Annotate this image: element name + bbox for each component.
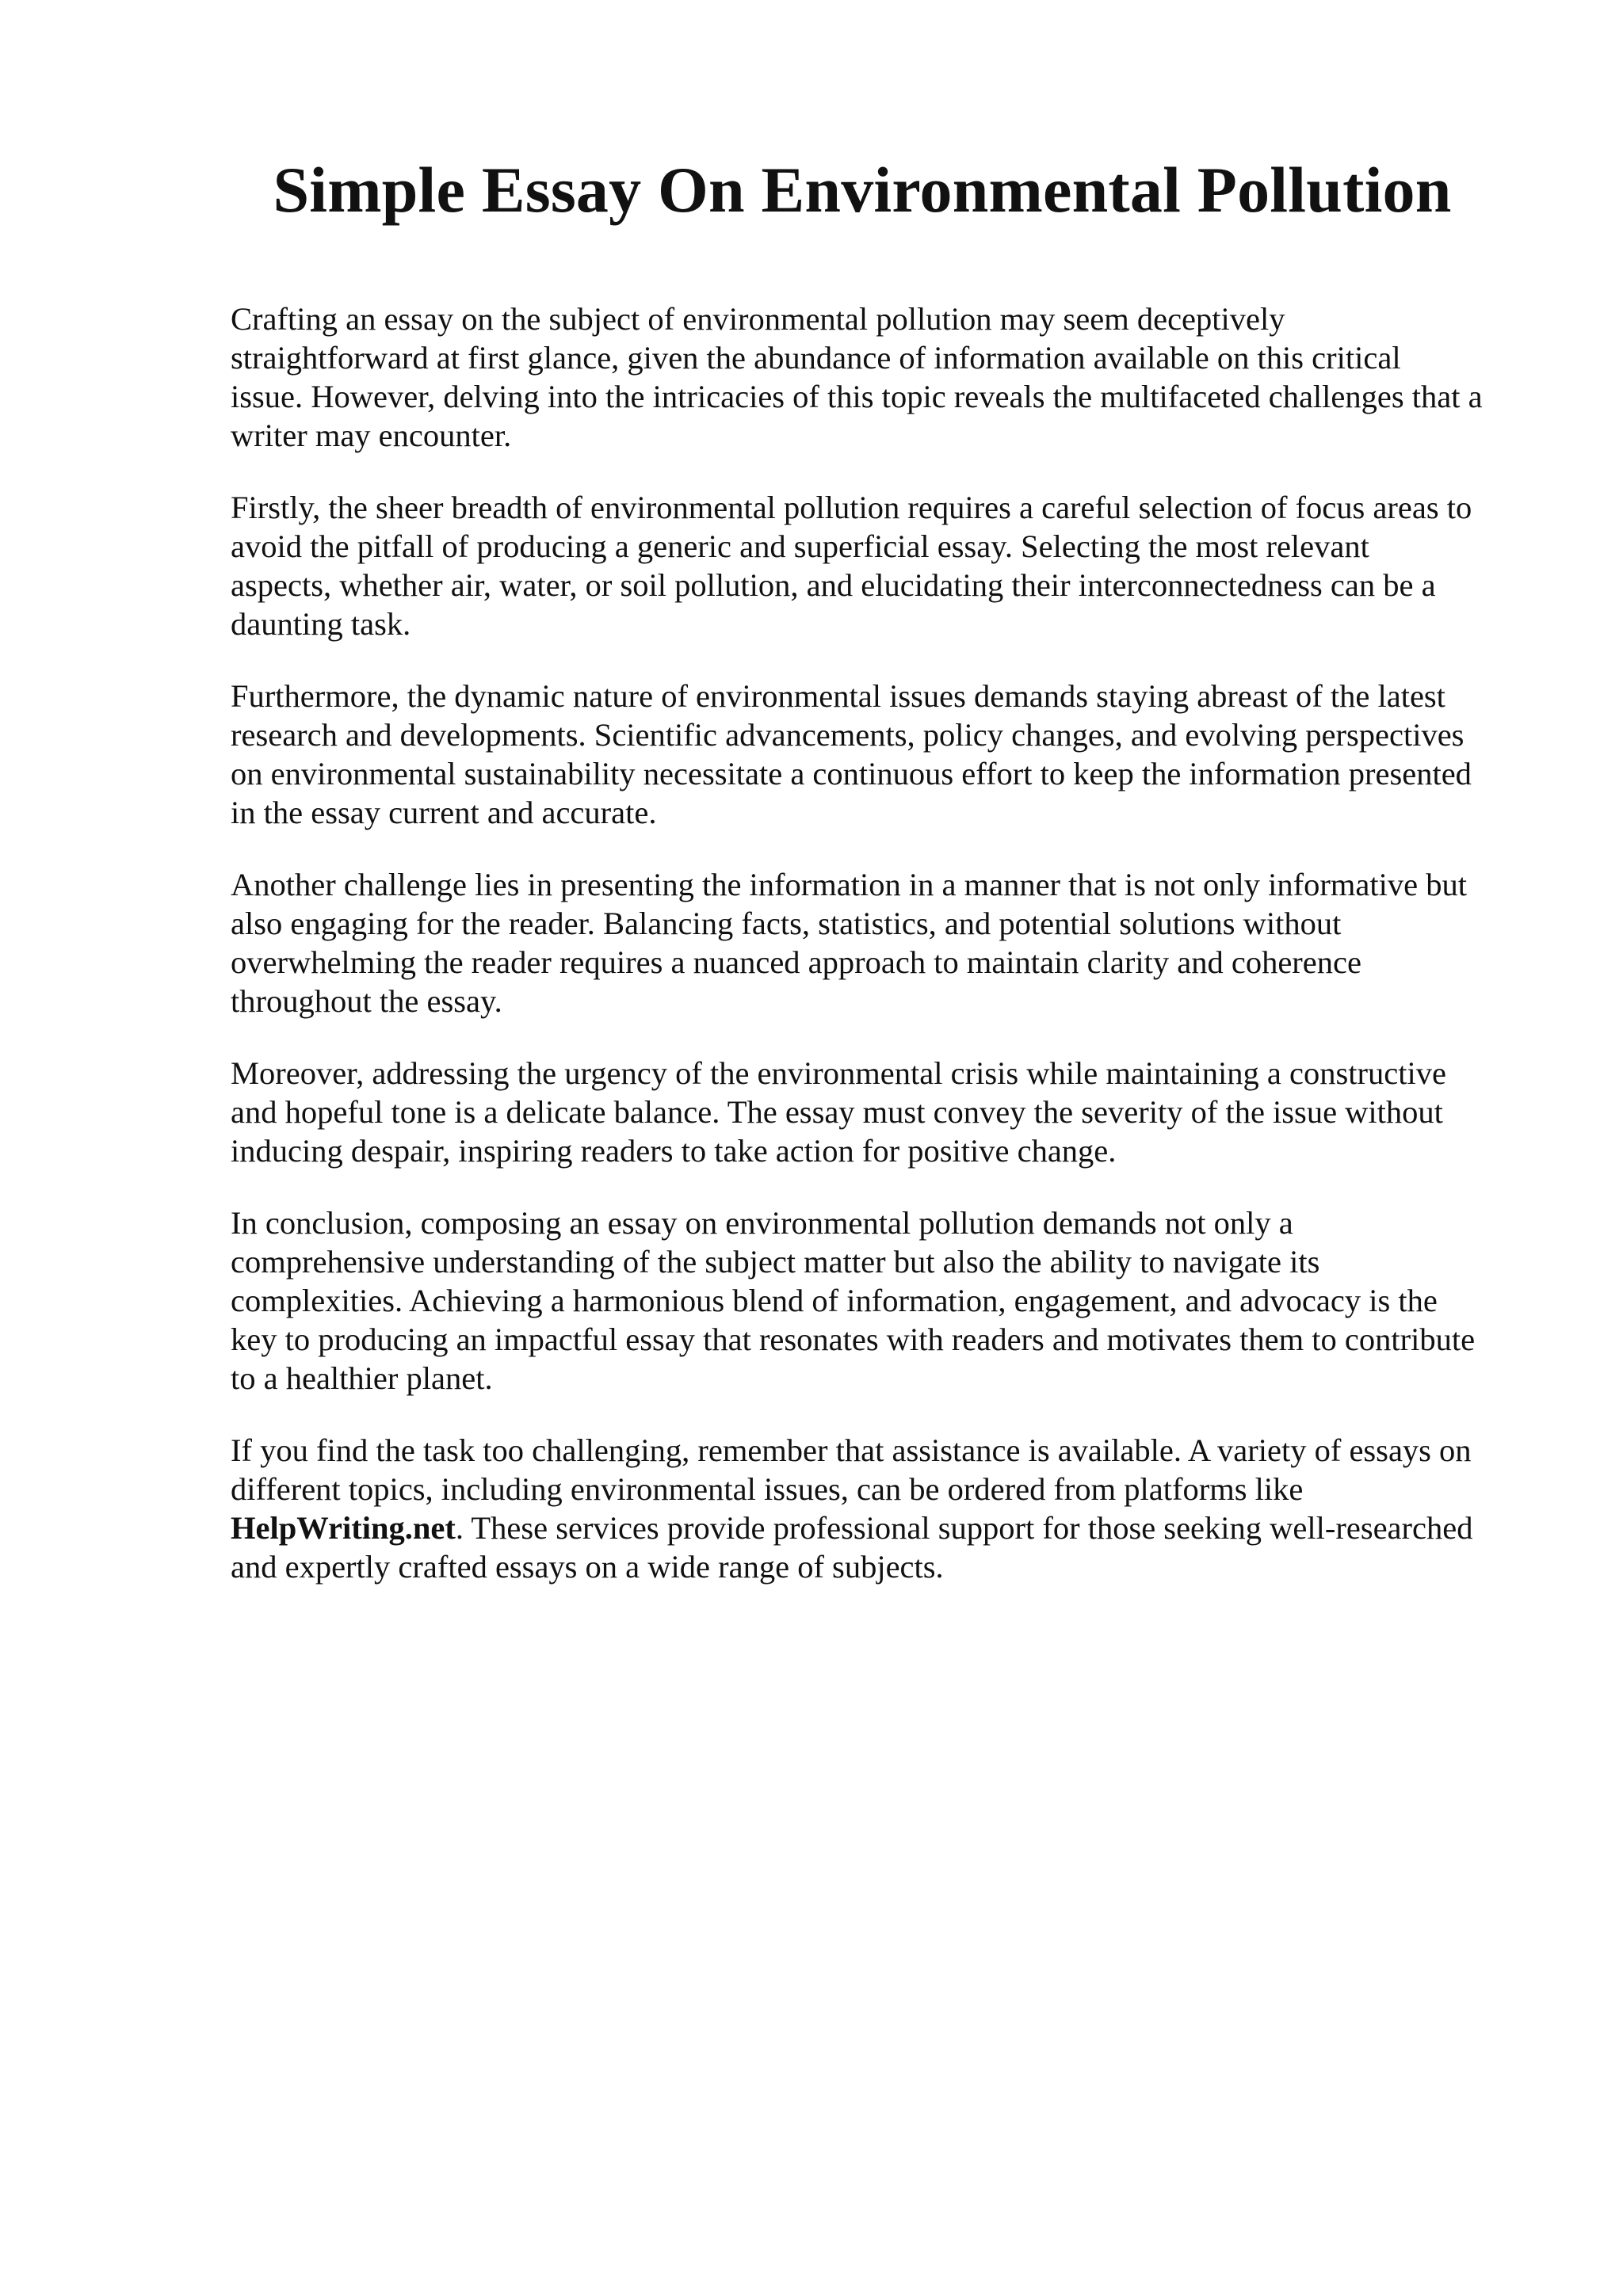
paragraph-dynamic-nature [231, 677, 1530, 832]
text-line: different topics, including environmental issues, can be ordered from platforms like [231, 1471, 1304, 1507]
paragraph-urgency [231, 1054, 1530, 1170]
text-line: straightforward at first glance, given the abundance of information available on this critical [231, 340, 1401, 376]
text-line: If you find the task too challenging, remember that assistance is available. A variety of essays on [231, 1432, 1472, 1468]
brand-line-tail: . These services provide professional support for those seeking well-researched [455, 1510, 1473, 1546]
essay-body [231, 299, 1530, 1619]
brand-name-helpwriting: HelpWriting.net [231, 1510, 456, 1546]
text-line: overwhelming the reader requires a nuanced approach to maintain clarity and coherence [231, 944, 1361, 980]
brand-line [231, 1508, 1530, 1547]
text-line: aspects, whether air, water, or soil pollution, and elucidating their interconnectedness can be a [231, 567, 1436, 603]
text-line: in the essay current and accurate. [231, 795, 657, 830]
text-line: In conclusion, composing an essay on environmental pollution demands not only a [231, 1205, 1293, 1241]
text-line: Crafting an essay on the subject of environmental pollution may seem deceptively [231, 301, 1285, 337]
text-line: and hopeful tone is a delicate balance. The essay must convey the severity of the issue without [231, 1094, 1443, 1130]
text-line: Firstly, the sheer breadth of environmental pollution requires a careful selection of focus areas to [231, 490, 1472, 525]
text-line: Moreover, addressing the urgency of the environmental crisis while maintaining a constructive [231, 1055, 1446, 1091]
text-line: key to producing an impactful essay that resonates with readers and motivates them to contribute [231, 1322, 1476, 1357]
paragraph-assistance [231, 1431, 1530, 1586]
text-line: complexities. Achieving a harmonious blend of information, engagement, and advocacy is the [231, 1283, 1438, 1318]
text-line: throughout the essay. [231, 983, 502, 1019]
text-line: writer may encounter. [231, 418, 512, 453]
document-title: Simple Essay On Environmental Pollution [273, 154, 1452, 226]
text-line: avoid the pitfall of producing a generic and superficial essay. Selecting the most relevant [231, 528, 1369, 564]
text-line: on environmental sustainability necessitate a continuous effort to keep the information presented [231, 756, 1472, 791]
text-line: and expertly crafted essays on a wide range of subjects. [231, 1549, 944, 1585]
paragraph-intro [231, 299, 1530, 455]
text-line: comprehensive understanding of the subject matter but also the ability to navigate its [231, 1244, 1320, 1280]
text-line: inducing despair, inspiring readers to take action for positive change. [231, 1133, 1117, 1169]
text-line: to a healthier planet. [231, 1360, 493, 1396]
text-line: research and developments. Scientific advancements, policy changes, and evolving perspectives [231, 717, 1465, 753]
text-line: Furthermore, the dynamic nature of environmental issues demands staying abreast of the latest [231, 678, 1445, 714]
text-line: daunting task. [231, 606, 411, 642]
paragraph-conclusion [231, 1203, 1530, 1398]
text-line: Another challenge lies in presenting the information in a manner that is not only informative but [231, 867, 1467, 902]
paragraph-breadth [231, 488, 1530, 643]
text-line: also engaging for the reader. Balancing facts, statistics, and potential solutions without [231, 906, 1342, 941]
paragraph-engagement [231, 865, 1530, 1020]
text-line: issue. However, delving into the intricacies of this topic reveals the multifaceted challenges that a [231, 379, 1483, 414]
